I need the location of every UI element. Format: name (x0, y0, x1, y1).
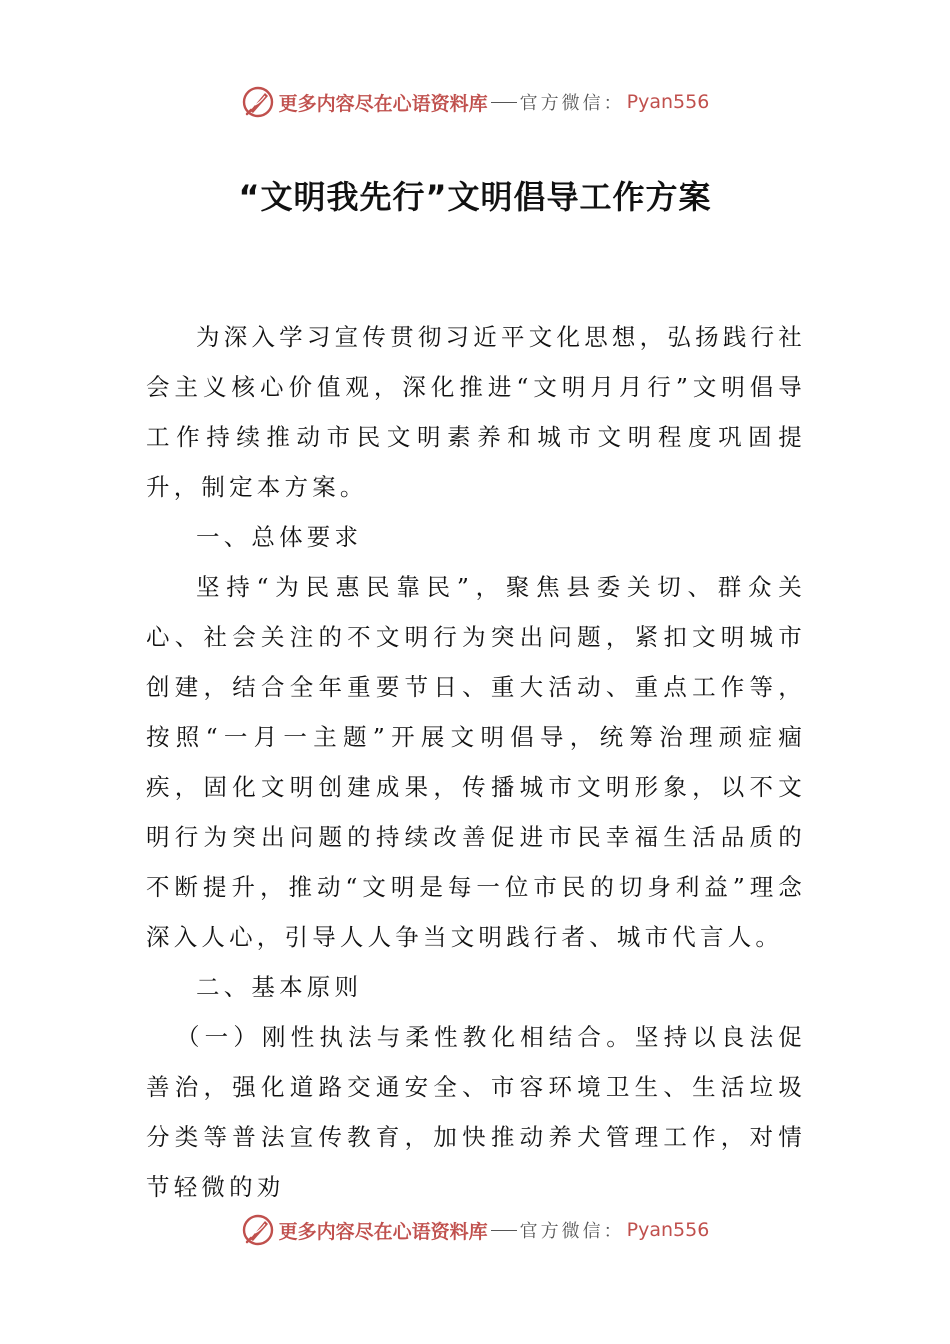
quill-logo-icon (241, 1213, 275, 1247)
watermark-wechat-label: 官方微信： (519, 1221, 625, 1242)
quill-logo-icon (241, 85, 275, 119)
document-body (146, 312, 806, 1212)
watermark-header (0, 82, 950, 122)
section-heading-general-requirements: 一、总体要求 (196, 523, 363, 551)
watermark-brand-text: 更多内容尽在心语资料库 (278, 92, 488, 115)
document-title: “文明我先行”文明倡导工作方案 (238, 178, 712, 216)
watermark-wechat-id: Pyan556 (626, 1219, 710, 1241)
watermark-wechat-label: 官方微信： (519, 93, 625, 114)
watermark-dash (491, 102, 517, 103)
principle-one-paragraph: （一）刚性执法与柔性教化相结合。坚持以良法促善治，强化道路交通安全、市容环境卫生、生活垃圾分类等普法宣传教育，加快推动养犬管理工作，对情节轻微的劝 (146, 1023, 806, 1201)
watermark-brand-text: 更多内容尽在心语资料库 (278, 1220, 488, 1243)
section-heading-basic-principles: 二、基本原则 (196, 973, 363, 1001)
watermark-wechat-id: Pyan556 (626, 91, 710, 113)
general-requirements-paragraph: 坚持“为民惠民靠民”，聚焦县委关切、群众关心、社会关注的不文明行为突出问题，紧扣文明城市创建，结合全年重要节日、重大活动、重点工作等，按照“一月一主题”开展文明倡导，统筹治理顽症痼疾，固化文明创建成果，传播城市文明形象，以不文明行为突出问题的持续改善促进市民幸福生活品质的不断提升，推动“文明是每一位市民的切身利益”理念深入人心，引导人人争当文明践行者、城市代言人。 (146, 573, 806, 951)
watermark-dash (491, 1230, 517, 1231)
watermark-footer (0, 1210, 950, 1250)
intro-paragraph: 为深入学习宣传贯彻习近平文化思想，弘扬践行社会主义核心价值观，深化推进“文明月月行”文明倡导工作持续推动市民文明素养和城市文明程度巩固提升，制定本方案。 (146, 323, 806, 501)
